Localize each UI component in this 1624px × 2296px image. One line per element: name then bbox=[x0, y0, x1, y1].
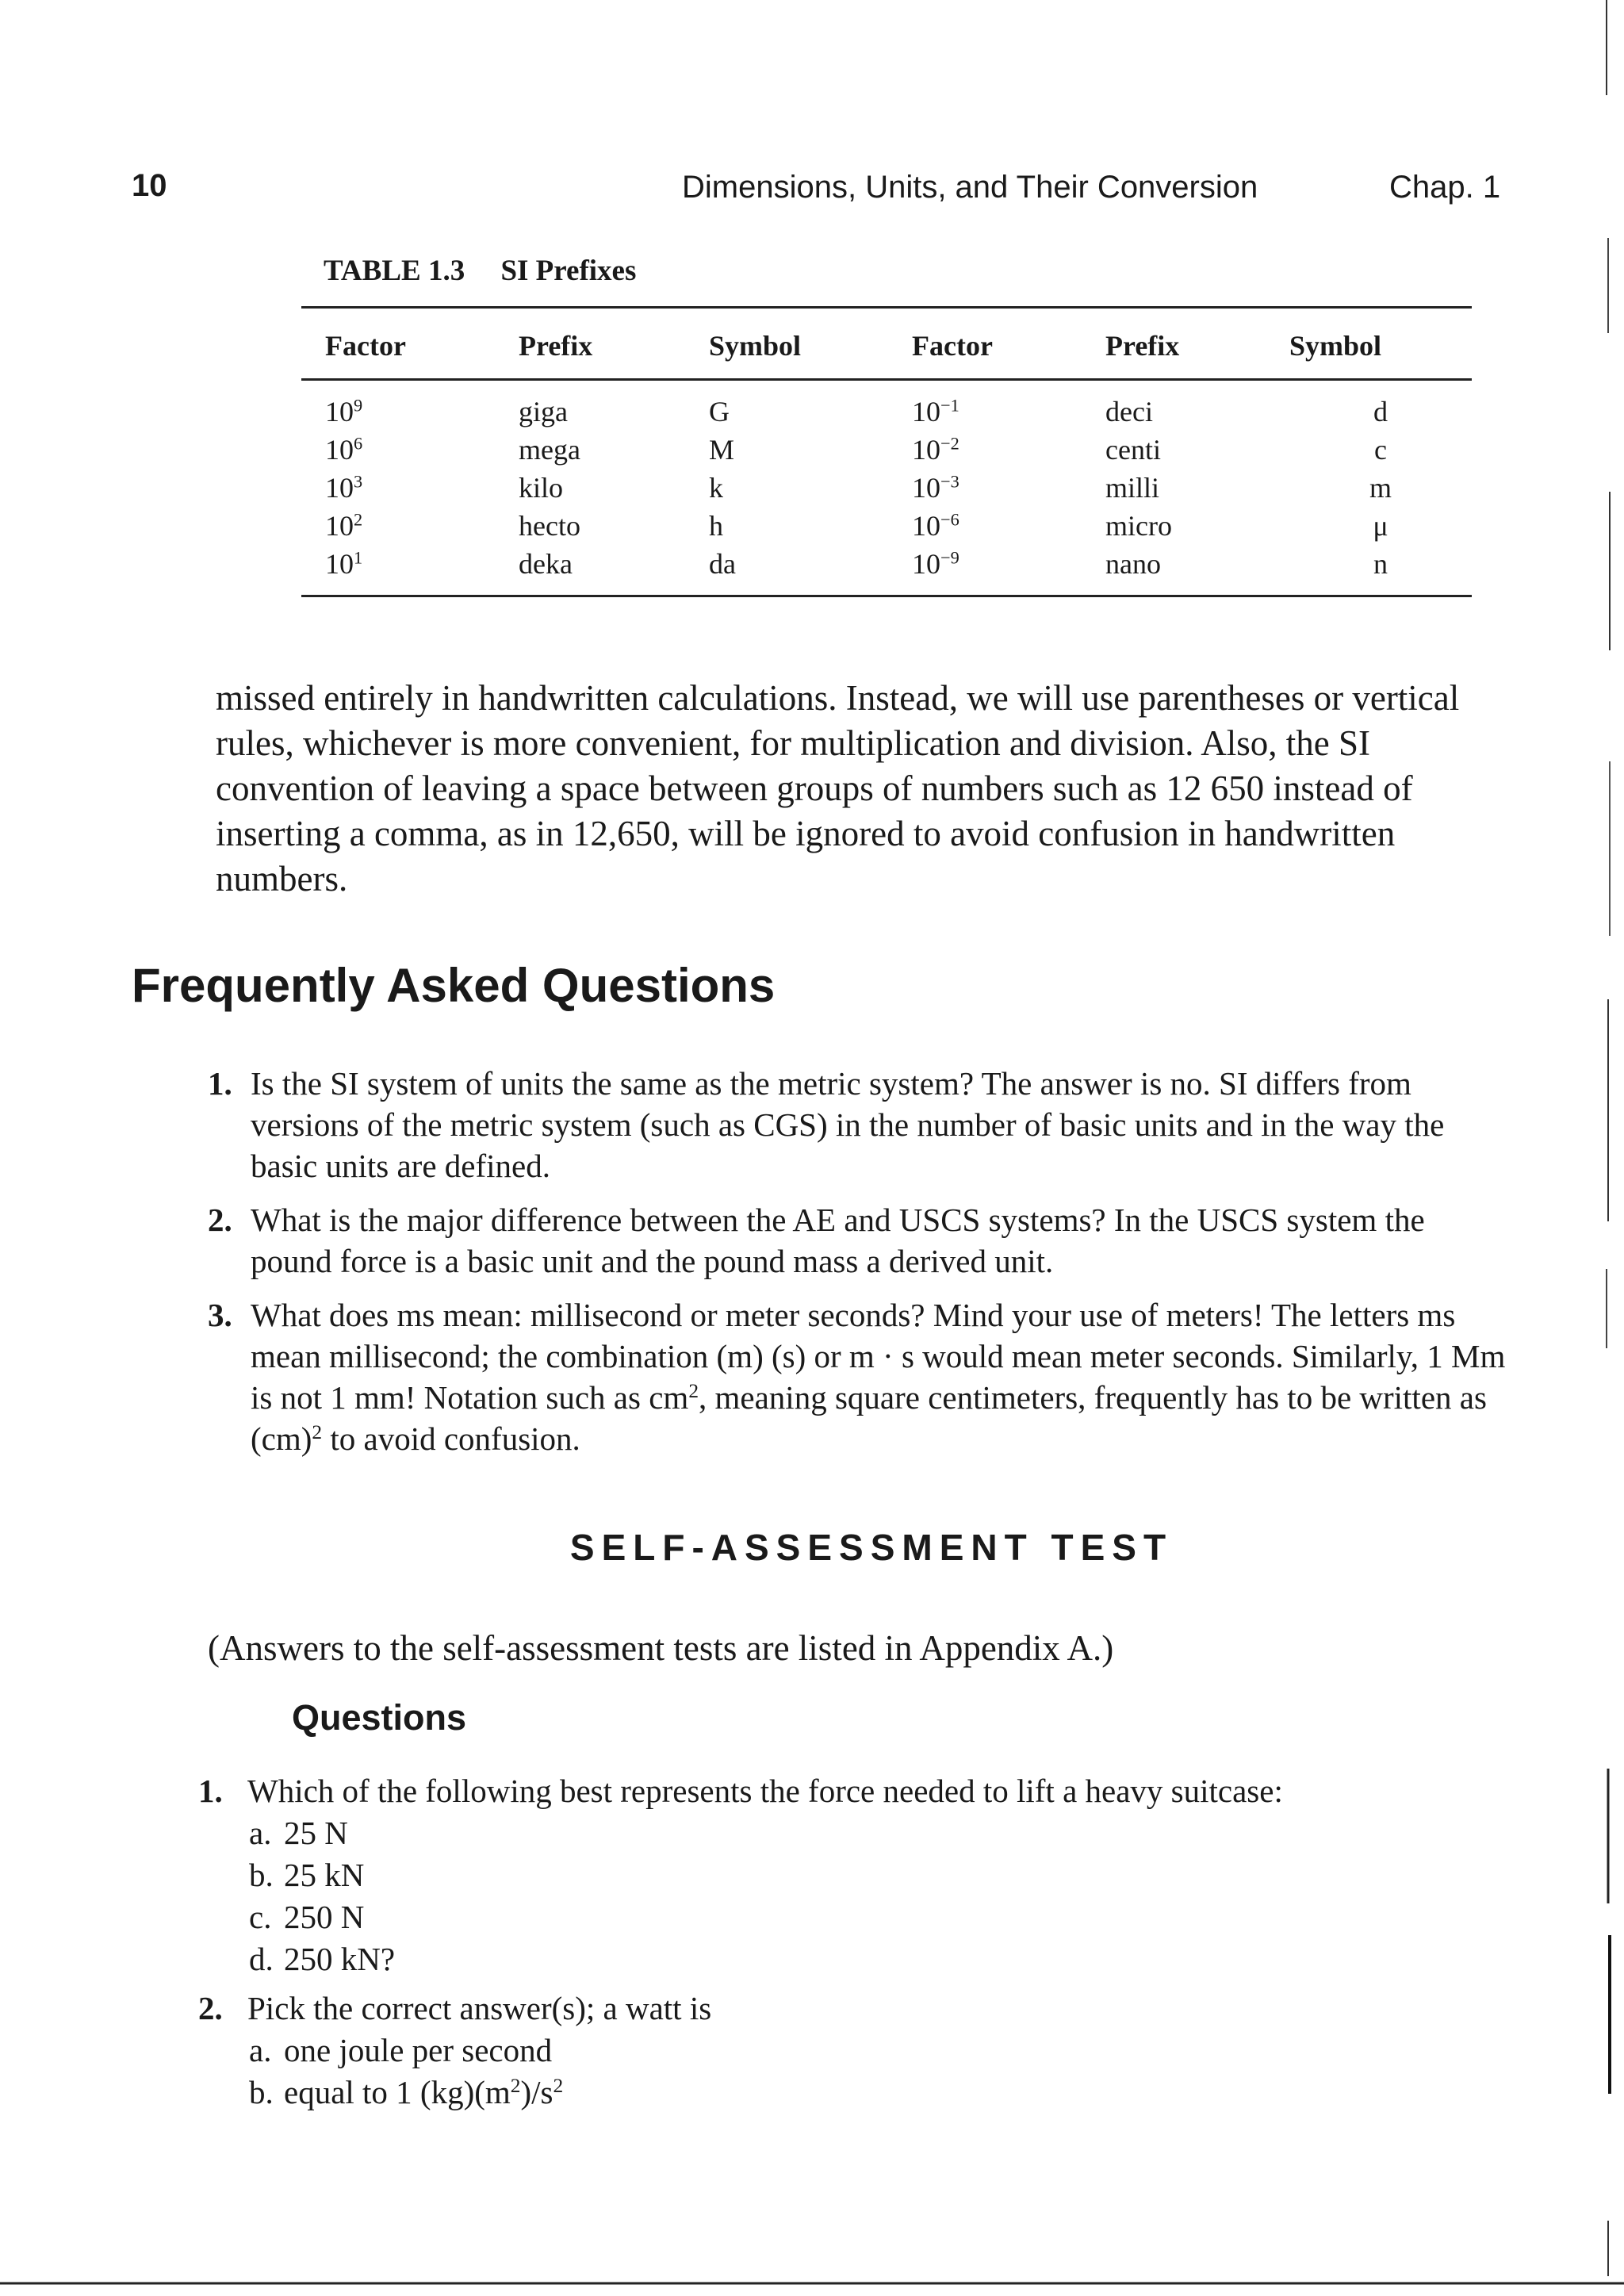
body-paragraph: missed entirely in handwritten calculations. Instead, we will use parentheses or vertical rules, whichever is more convenient, for multiplication and division. Also, the SI convention of leaving a space between groups of numbers such as 12 650 instead of inserting a comma, as in 12,650, will be ignored to avoid confusion in handwritten numbers. bbox=[216, 678, 1460, 899]
faq-item-text: What is the major difference between the AE and USCS systems? In the USCS system the pound force is a basic unit and the pound mass a derived unit. bbox=[251, 1202, 1425, 1279]
col-header-factor: Factor bbox=[325, 330, 406, 362]
col-header-factor-2: Factor bbox=[912, 330, 993, 362]
answer-option: a. one joule per second bbox=[249, 2032, 553, 2068]
table-row bbox=[301, 544, 1472, 596]
symbol-cell: c bbox=[1374, 434, 1387, 466]
faq-item bbox=[190, 1063, 1507, 1186]
col-header-symbol: Symbol bbox=[709, 330, 802, 362]
factor-cell: $10^6$ bbox=[325, 433, 363, 466]
answer-option: d. 250 kN? bbox=[249, 1941, 396, 1977]
answer-option: b. 25 kN bbox=[249, 1857, 365, 1893]
prefix-cell: giga bbox=[519, 396, 568, 427]
question bbox=[198, 1770, 1546, 1980]
prefix-cell: mega bbox=[519, 434, 580, 466]
table-caption bbox=[324, 254, 636, 288]
questions-heading: Questions bbox=[292, 1697, 467, 1738]
scan-edge-artifact bbox=[1602, 0, 1624, 2296]
question bbox=[198, 1987, 1546, 2114]
symbol-cell: μ bbox=[1373, 510, 1388, 542]
prefix-cell: milli bbox=[1105, 472, 1160, 504]
prefix-cell: micro bbox=[1105, 510, 1172, 542]
running-head: Dimensions, Units, and Their Conversion bbox=[682, 170, 1258, 205]
table-row bbox=[301, 430, 1472, 468]
faq-item-text: Is the SI system of units the same as the metric system? The answer is no. SI differs from versions of the metric system (such as CGS) in the number of basic units and in the way the basic units are defined. bbox=[251, 1065, 1445, 1184]
answer-options bbox=[198, 2030, 1546, 2114]
symbol-cell: n bbox=[1373, 548, 1388, 580]
symbol-cell: M bbox=[709, 434, 735, 466]
question-number: 1. bbox=[198, 1773, 223, 1809]
faq-list bbox=[190, 1063, 1507, 1472]
symbol-cell: m bbox=[1369, 472, 1392, 504]
self-assessment-heading: SELF-ASSESSMENT TEST bbox=[569, 1527, 1174, 1568]
faq-item-text: What does ms mean: millisecond or meter seconds? Mind your use of meters! The letters ms mean millisecond; the combination (m) (s) or m · s would mean meter seconds. Similarly, 1 Mm is not 1 mm! Notation such as $cm^2$, meaning square centimeters, frequently has to be written as (cm)$^2$ to avoid confusion. bbox=[251, 1297, 1506, 1457]
prefix-cell: centi bbox=[1105, 434, 1161, 466]
factor-cell: $10^{-6}$ bbox=[912, 509, 959, 542]
faq-heading: Frequently Asked Questions bbox=[132, 959, 776, 1012]
col-header-prefix: Prefix bbox=[519, 330, 593, 362]
symbol-cell: d bbox=[1373, 396, 1388, 427]
self-assessment-note: (Answers to the self-assessment tests are listed in Appendix A.) bbox=[208, 1628, 1114, 1668]
faq-item bbox=[190, 1199, 1507, 1282]
prefix-cell: nano bbox=[1105, 548, 1161, 580]
symbol-cell: h bbox=[709, 510, 723, 542]
prefix-cell: hecto bbox=[519, 510, 580, 542]
factor-cell: $10^{-2}$ bbox=[912, 433, 959, 466]
prefix-cell: deci bbox=[1105, 396, 1153, 427]
factor-cell: $10^1$ bbox=[325, 547, 363, 580]
table-caption-number: TABLE 1.3 bbox=[324, 255, 465, 287]
question-number: 2. bbox=[198, 1990, 223, 2026]
table-row bbox=[301, 468, 1472, 506]
si-prefixes-table bbox=[301, 306, 1472, 597]
factor-cell: $10^{-1}$ bbox=[912, 395, 959, 427]
faq-item-number: 1. bbox=[208, 1065, 232, 1102]
page-number: 10 bbox=[132, 168, 167, 203]
faq-item-number: 3. bbox=[208, 1297, 232, 1333]
question-text: Which of the following best represents the force needed to lift a heavy suitcase: bbox=[247, 1773, 1283, 1809]
table-header-row bbox=[301, 308, 1472, 380]
col-header-prefix-2: Prefix bbox=[1105, 330, 1180, 362]
faq-item-number: 2. bbox=[208, 1202, 232, 1238]
factor-cell: $10^3$ bbox=[325, 471, 363, 504]
symbol-cell: G bbox=[709, 396, 730, 427]
table-row bbox=[301, 506, 1472, 544]
prefix-cell: deka bbox=[519, 548, 573, 580]
answer-options bbox=[198, 1812, 1546, 1980]
factor-cell: $10^2$ bbox=[325, 509, 363, 542]
question-text: Pick the correct answer(s); a watt is bbox=[247, 1990, 712, 2026]
answer-option: a. 25 N bbox=[249, 1815, 348, 1851]
answer-option: b. equal to 1 $(kg)(m^2)/s^2$ bbox=[249, 2074, 564, 2110]
answer-option: c. 250 N bbox=[249, 1899, 365, 1935]
factor-cell: $10^{-3}$ bbox=[912, 471, 959, 504]
symbol-cell: k bbox=[709, 472, 723, 504]
symbol-cell: da bbox=[709, 548, 736, 580]
prefix-cell: kilo bbox=[519, 472, 564, 504]
col-header-symbol-2: Symbol bbox=[1289, 330, 1382, 362]
factor-cell: $10^9$ bbox=[325, 395, 363, 427]
table-row bbox=[301, 380, 1472, 431]
bottom-edge-artifact bbox=[0, 2281, 1624, 2286]
factor-cell: $10^{-9}$ bbox=[912, 547, 959, 580]
faq-item bbox=[190, 1294, 1507, 1459]
table-caption-title: SI Prefixes bbox=[500, 255, 637, 287]
chapter-label: Chap. 1 bbox=[1389, 170, 1501, 205]
